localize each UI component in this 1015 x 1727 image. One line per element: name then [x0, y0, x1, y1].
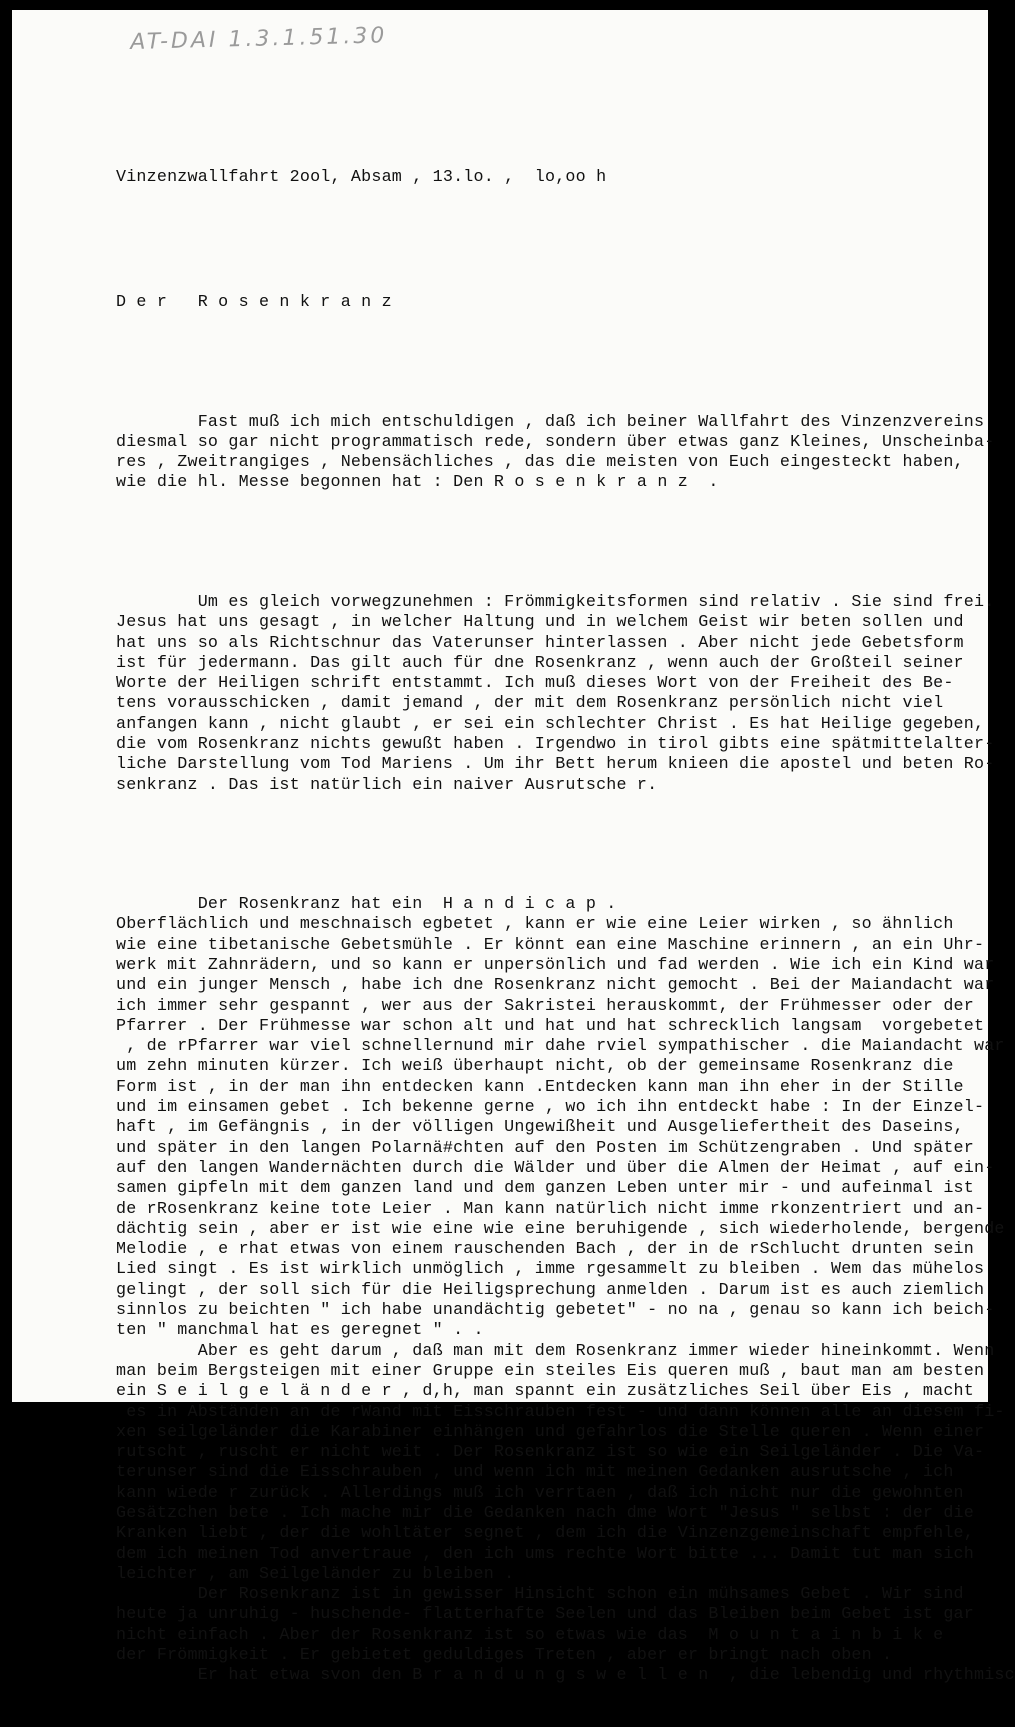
text-line: leichter , am Seilgeländer zu bleiben .	[116, 1564, 515, 1584]
text-line: haft , im Gefängnis , in der völligen Ungewißheit und Ausgeliefertheit des Daseins,	[116, 1118, 964, 1138]
paragraph-freedom	[116, 592, 995, 796]
text-line: heute ja unruhig - huschende- flatterhafte Seelen und das Bleiben beim Gebet ist gar	[116, 1605, 974, 1625]
text-line: tens vorausschicken , damit jemand , der mit dem Rosenkranz persönlich nicht viel	[116, 694, 944, 714]
text-line: Kranken liebt , der die wohltäter segnet , dem ich die Vinzenzgemeinschaft empfehle,	[116, 1524, 974, 1544]
text-line: anfangen kann , nicht glaubt , er sei ein schlechter Christ . Es hat Heilige gegeben,	[116, 714, 985, 734]
text-line: Oberflächlich und meschnaisch egbetet , kann er wie eine Leier wirken , so ähnlich	[116, 915, 954, 935]
text-line: Form ist , in der man ihn entdecken kann .Entdecken kann man ihn eher in der Stille	[116, 1077, 964, 1097]
text-line: ten " manchmal hat es geregnet " . .	[116, 1321, 484, 1341]
document-page	[12, 10, 1015, 1686]
typed-text-body	[116, 127, 1015, 1727]
text-line: , de rPfarrer war viel schnellernund mir dahe rviel sympathischer . die Maiandacht war	[116, 1037, 1005, 1057]
archive-signature: AT-DAI 1.3.1.51.30	[130, 23, 388, 55]
text-line: wie eine tibetanische Gebetsmühle . Er könnt ean eine Maschine erinnern , an ein Uhr-	[116, 935, 985, 955]
text-line: xen seilgeländer die Karabiner einhängen und gefahrlos die Stelle queren . Wenn einer	[116, 1422, 985, 1442]
text-line: terunser sind die Eisschrauben , und wenn ich mit meinen Gedanken ausrutsche , ich	[116, 1463, 954, 1483]
text-line: Um es gleich vorwegzunehmen : Frömmigkeitsformen sind relativ . Sie sind frei.	[116, 592, 995, 612]
text-line: und später in den langen Polarnä#chten auf den Posten im Schützengraben . Und später	[116, 1138, 974, 1158]
text-line: wie die hl. Messe begonnen hat : Den R o s e n k r a n z .	[116, 473, 719, 493]
text-line: ein S e i l g e l ä n d e r , d,h, man spannt ein zusätzliches Seil über Eis , macht	[116, 1382, 974, 1402]
text-line: samen gipfeln mit dem ganzen land und dem ganzen Leben unter mir - und aufeinmal ist	[116, 1179, 974, 1199]
text-line: dem ich meinen Tod anvertraue , den ich ums rechte Wort bitte ... Damit tut man sich	[116, 1544, 974, 1564]
text-line: dächtig sein , aber er ist wie eine wie eine beruhigende , sich wiederholende, bergende	[116, 1219, 1005, 1239]
text-line: es in Abständen an de rWand mit Eisschrauben fest - und dann können alle an diesem fi-	[116, 1402, 1005, 1422]
text-line: Jesus hat uns gesagt , in welcher Haltung und in welchem Geist wir beten sollen und	[116, 613, 964, 633]
header-line: Vinzenzwallfahrt 2ool, Absam , 13.lo. , lo,oo h	[116, 167, 607, 187]
text-line: hat uns so als Richtschnur das Vaterunser hinterlassen . Aber nicht jede Gebetsform	[116, 633, 964, 653]
text-line: gelingt , der soll sich für die Heiligsprechung anmelden . Darum ist es auch ziemlich	[116, 1280, 985, 1300]
text-line: Gesätzchen bete . Ich mache mir die Gedanken nach dme Wort "Jesus " selbst : der die	[116, 1504, 974, 1523]
text-line: liche Darstellung vom Tod Mariens . Um ihr Bett herum knieen die apostel und beten Ro-	[116, 755, 995, 775]
text-line: kann wiede r zurück . Allerdings muß ich verrtaen , daß ich nicht nur die gewohnten	[116, 1483, 964, 1503]
text-line: Aber es geht darum , daß man mit dem Rosenkranz immer wieder hineinkommt. Wenn	[116, 1341, 995, 1361]
text-line: Er hat etwa svon den B r a n d u n g s w e l l e n , die lebendig und rhythmisc	[116, 1666, 1015, 1686]
text-line: diesmal so gar nicht programmatisch rede, sondern über etwas ganz Kleines, Unscheinba-	[116, 432, 995, 452]
text-line: rutscht , ruscht er nicht weit . Der Rosenkranz ist so wie ein Seilgeländer . Die Va-	[116, 1443, 985, 1463]
text-line: de rRosenkranz keine tote Leier . Man kann natürlich nicht imme rkonzentriert und an-	[116, 1199, 985, 1219]
text-line: ich immer sehr gespannt , wer aus der Sakristei herauskommt, der Frühmesser oder der	[116, 996, 974, 1016]
text-line: und ein junger Mensch , habe ich dne Rosenkranz nicht gemocht . Bei der Maiandacht war	[116, 976, 995, 996]
text-line: der Frömmigkeit . Er gebietet geduldiges Treten , aber er bringt nach oben .	[116, 1646, 893, 1666]
text-line: Der Rosenkranz hat ein H a n d i c a p .	[116, 895, 617, 915]
text-line: Fast muß ich mich entschuldigen , daß ich beiner Wallfahrt des Vinzenzvereins	[116, 412, 985, 432]
text-line: res , Zweitrangiges , Nebensächliches , das die meisten von Euch eingesteckt haben,	[116, 453, 964, 473]
text-line: Worte der Heiligen schrift entstammt. Ich muß dieses Wort von der Freiheit des Be-	[116, 674, 954, 694]
text-line: Der Rosenkranz ist in gewisser Hinsicht schon ein mühsames Gebet . Wir sind	[116, 1585, 964, 1605]
text-line: die vom Rosenkranz nichts gewußt haben . Irgendwo in tirol gibts eine spätmittelalter-	[116, 735, 995, 755]
text-line: man beim Bergsteigen mit einer Gruppe ein steiles Eis queren muß , baut man am besten	[116, 1361, 985, 1381]
document-title: D e r R o s e n k r a n z	[116, 293, 392, 313]
text-line: sinnlos zu beichten " ich habe unandächtig gebetet" - no na , genau so kann ich beich-	[116, 1301, 995, 1321]
text-line: Pfarrer . Der Frühmesse war schon alt und hat und hat schrecklich langsam vorgebetet	[116, 1016, 985, 1036]
paragraph-intro	[116, 412, 995, 494]
paragraph-handicap	[116, 895, 1015, 1687]
text-line: Melodie , e rhat etwas von einem rauschenden Bach , der in de rSchlucht drunten sein	[116, 1240, 974, 1260]
text-line: werk mit Zahnrädern, und so kann er unpersönlich und fad werden . Wie ich ein Kind war	[116, 955, 995, 975]
text-line: Lied singt . Es ist wirklich unmöglich , imme rgesammelt zu bleiben . Wem das mühelos	[116, 1260, 985, 1280]
text-line: auf den langen Wandernächten durch die Wälder und über die Almen der Heimat , auf ein-	[116, 1158, 995, 1178]
text-line: und im einsamen gebet . Ich bekenne gerne , wo ich ihn entdeckt habe : In der Einzel-	[116, 1098, 985, 1118]
text-line: nicht einfach . Aber der Rosenkranz ist so etwas wie das M o u n t a i n b i k e	[116, 1625, 944, 1645]
text-line: um zehn minuten kürzer. Ich weiß überhaupt nicht, ob der gemeinsame Rosenkranz die	[116, 1057, 954, 1077]
text-line: ist für jedermann. Das gilt auch für dne Rosenkranz , wenn auch der Großteil seiner	[116, 653, 964, 673]
text-line: senkranz . Das ist natürlich ein naiver Ausrutsche r.	[116, 775, 658, 795]
